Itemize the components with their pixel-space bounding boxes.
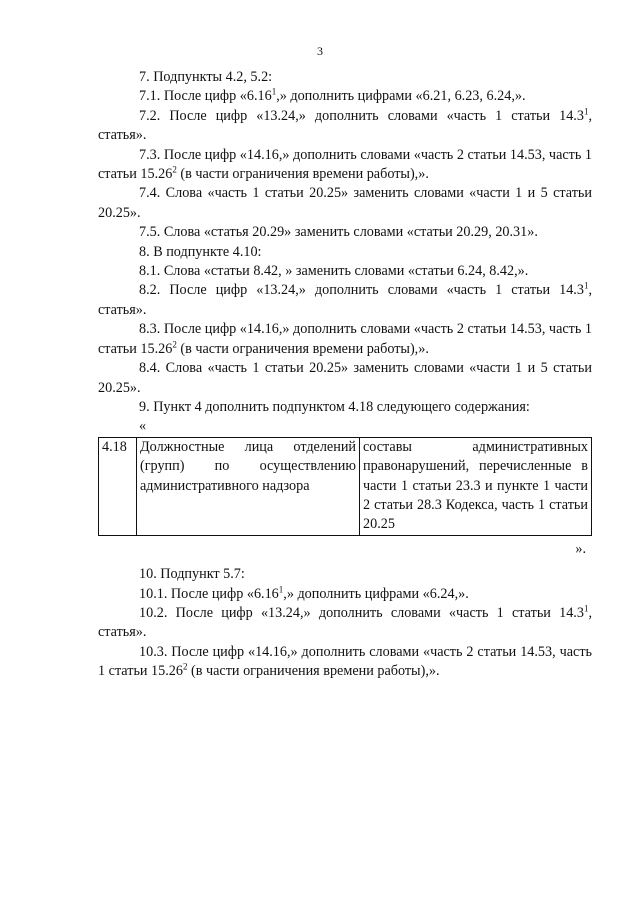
item-7-4: 7.4. Слова «часть 1 статьи 20.25» заменить словами «части 1 и 5 статьи 20.25».	[98, 185, 592, 221]
table-cell-number: 4.18	[99, 437, 137, 535]
item-8-4: 8.4. Слова «часть 1 статьи 20.25» заменить словами «части 1 и 5 статьи 20.25».	[98, 360, 592, 396]
amendment-table	[98, 437, 592, 536]
opening-quote: «	[139, 418, 147, 435]
item-7-3: 7.3. После цифр «14.16,» дополнить словами «часть 2 статьи 14.53, часть 1 статьи 15.26$^2$ (в части ограничения времени работы),».	[98, 146, 592, 183]
item-10-2: 10.2. После цифр «13.24,» дополнить словами «часть 1 статьи 14.3$^1$, статья».	[98, 603, 592, 641]
item-10-3: 10.3. После цифр «14.16,» дополнить словами «часть 2 статьи 14.53, часть 1 статьи 15.26$^2$ (в части ограничения времени работы),».	[98, 643, 592, 680]
item-8: 8. В подпункте 4.10:	[139, 243, 262, 260]
item-7-1: 7.1. После цифр «6.16$^1$,» дополнить цифрами «6.21, 6.23, 6.24,».	[139, 86, 526, 105]
table-cell-offenses: составы административных правонарушений, перечисленные в части 1 статьи 23.3 и пункте 1 части 2 статьи 28.3 Кодекса, часть 1 статьи 20.25	[360, 437, 592, 535]
closing-quote: ».	[575, 540, 586, 557]
table-cell-officials: Должностные лица отделений (групп) по осуществлению административного надзора	[137, 437, 360, 535]
item-7-2: 7.2. После цифр «13.24,» дополнить словами «часть 1 статьи 14.3$^1$, статья».	[98, 106, 592, 144]
item-8-2: 8.2. После цифр «13.24,» дополнить словами «часть 1 статьи 14.3$^1$, статья».	[98, 280, 592, 318]
document-body	[98, 68, 592, 682]
page-number: 3	[317, 44, 323, 58]
item-8-3: 8.3. После цифр «14.16,» дополнить словами «часть 2 статьи 14.53, часть 1 статьи 15.26$^2$ (в части ограничения времени работы),».	[98, 321, 592, 357]
item-8-1: 8.1. Слова «статьи 8.42, » заменить словами «статьи 6.24, 8.42,».	[139, 263, 529, 280]
item-10: 10. Подпункт 5.7:	[139, 566, 245, 583]
item-10-1: 10.1. После цифр «6.16$^1$,» дополнить цифрами «6.24,».	[139, 583, 469, 602]
item-9: 9. Пункт 4 дополнить подпунктом 4.18 следующего содержания:	[139, 398, 530, 415]
item-7-5: 7.5. Слова «статья 20.29» заменить словами «статьи 20.29, 20.31».	[139, 224, 538, 241]
table-row	[99, 437, 592, 535]
item-7: 7. Подпункты 4.2, 5.2:	[139, 69, 273, 85]
